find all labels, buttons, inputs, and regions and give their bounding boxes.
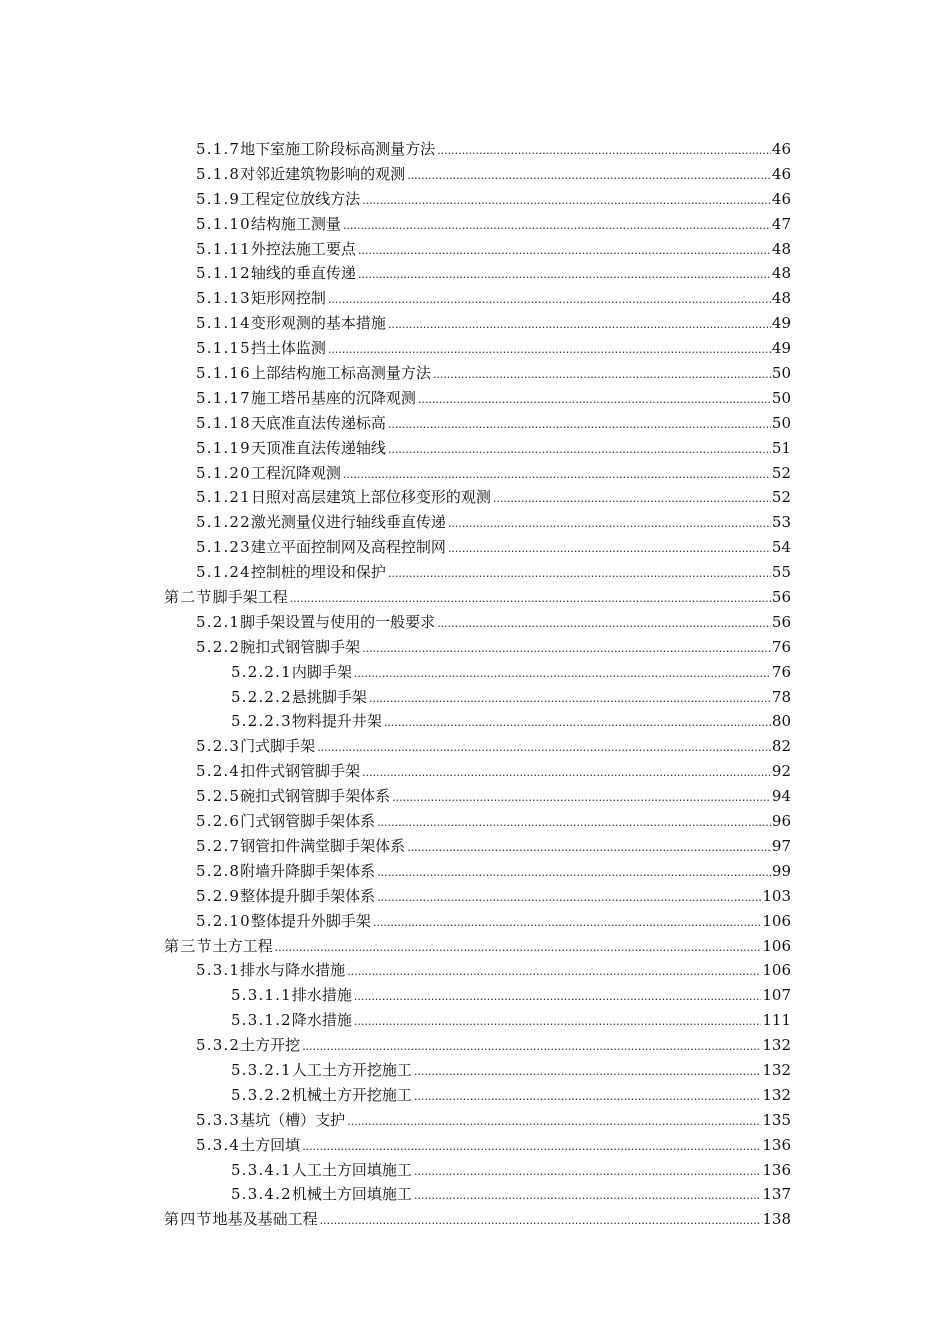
toc-dot-leader [317,736,771,761]
toc-dot-leader [493,487,771,512]
toc-entry-title: 整体提升脚手架体系 [240,886,376,905]
toc-dot-leader [373,911,761,936]
toc-entry[interactable] [0,436,950,461]
toc-dot-leader [347,960,761,985]
toc-entry[interactable] [0,1182,950,1207]
toc-dot-leader [354,1010,761,1035]
toc-entry-line [196,958,791,985]
toc-entry-page-number: 55 [771,563,791,582]
toc-entry-line [164,934,791,961]
toc-entry-number: 5.1.16 [196,364,251,383]
toc-entry[interactable] [0,884,950,909]
toc-entry-number: 5.1.12 [196,264,251,283]
toc-entry-line [196,187,791,214]
toc-entry-title: 工程沉降观测 [250,463,341,482]
toc-entry-page-number: 99 [771,861,791,880]
toc-entry-title: 结构施工测量 [250,214,341,233]
toc-entry[interactable] [0,162,950,187]
toc-entry-title: 排水与降水措施 [240,961,346,980]
table-of-contents [0,137,950,1232]
toc-entry-title: 机械土方开挖施工 [291,1085,412,1104]
toc-entry[interactable] [0,685,950,710]
toc-entry[interactable] [0,983,950,1008]
toc-entry-page-number: 48 [771,264,791,283]
toc-entry-line [196,311,791,338]
toc-entry-title: 内脚手架 [291,662,352,681]
toc-entry-page-number: 46 [771,189,791,208]
toc-entry-page-number: 76 [771,662,791,681]
toc-entry-line [196,510,791,537]
toc-entry-line [196,286,791,313]
toc-entry[interactable] [0,709,950,734]
toc-entry-title: 地基及基础工程 [212,1210,318,1229]
toc-entry[interactable] [0,137,950,162]
toc-dot-leader [377,811,771,836]
toc-dot-leader [407,836,771,861]
toc-dot-leader [290,587,771,612]
toc-entry-number: 5.3.1.2 [231,1011,292,1030]
toc-entry-title: 物料提升井架 [291,712,382,731]
toc-entry-number: 5.1.14 [196,314,251,333]
toc-entry-page-number: 94 [771,787,791,806]
toc-entry-page-number: 51 [771,438,791,457]
toc-dot-leader [388,313,771,338]
toc-entry[interactable] [0,834,950,859]
toc-dot-leader [302,1035,761,1060]
toc-entry-title: 整体提升外脚手架 [250,911,371,930]
toc-entry-number: 5.1.10 [196,214,251,233]
toc-entry-title: 上部结构施工标高测量方法 [250,364,431,383]
toc-dot-leader [392,786,771,811]
toc-entry-line [196,635,791,662]
toc-entry-title: 碗扣式钢管脚手架体系 [240,787,391,806]
toc-entry-line [196,610,791,637]
toc-entry-page-number: 92 [771,762,791,781]
toc-dot-leader [275,936,762,961]
toc-entry-title: 工程定位放线方法 [240,189,361,208]
toc-entry-number: 5.1.19 [196,438,251,457]
toc-entry-page-number: 52 [771,463,791,482]
toc-entry-number: 第三节 [164,936,213,955]
toc-entry-page-number: 135 [762,1110,791,1129]
toc-dot-leader [358,263,771,288]
toc-entry-line [196,734,791,761]
toc-dot-leader [414,1160,761,1185]
toc-entry-number: 5.1.18 [196,413,251,432]
toc-entry-number: 5.1.22 [196,513,251,532]
toc-entry-line [231,660,791,687]
toc-entry-title: 地下室施工阶段标高测量方法 [240,140,436,158]
toc-entry[interactable] [0,859,950,884]
toc-entry[interactable] [0,1158,950,1183]
toc-entry-line [196,436,791,463]
toc-dot-leader [418,388,771,413]
toc-entry-line [231,1058,791,1085]
toc-dot-leader [343,463,771,488]
toc-entry-line [231,983,791,1010]
toc-entry-page-number: 56 [771,588,791,607]
toc-dot-leader [343,214,771,239]
toc-entry-title: 变形观测的基本措施 [250,314,386,333]
toc-entry-line [196,386,791,413]
toc-entry-number: 5.2.2 [196,637,241,656]
toc-entry-title: 门式钢管脚手架体系 [240,812,376,831]
toc-entry-number: 5.2.9 [196,886,241,905]
toc-entry-number: 5.1.13 [196,289,251,308]
toc-dot-leader [358,239,771,264]
toc-entry[interactable] [0,386,950,411]
toc-entry[interactable] [0,635,950,660]
toc-entry-number: 5.1.15 [196,339,251,358]
toc-entry-number: 5.2.10 [196,911,251,930]
toc-entry-page-number: 48 [771,289,791,308]
toc-entry[interactable] [0,809,950,834]
toc-entry-line [231,1158,791,1185]
toc-entry-page-number: 54 [771,538,791,557]
toc-entry-page-number: 80 [771,712,791,731]
toc-entry-page-number: 53 [771,513,791,532]
toc-dot-leader [354,985,761,1010]
toc-dot-leader [328,338,771,363]
toc-entry-page-number: 111 [762,1011,791,1030]
toc-entry-line [231,709,791,736]
toc-entry-title: 挡土体监测 [250,339,326,358]
toc-entry-line [196,535,791,562]
toc-entry-line [196,361,791,388]
toc-entry-number: 5.2.2.2 [231,687,292,706]
toc-dot-leader [384,711,771,736]
toc-entry-page-number: 50 [771,364,791,383]
toc-entry-number: 第四节 [164,1210,213,1229]
toc-entry-line [196,834,791,861]
toc-entry-line [196,485,791,512]
toc-entry-number: 第二节 [164,588,213,607]
toc-entry-page-number: 107 [762,986,791,1005]
toc-dot-leader [448,512,771,537]
toc-dot-leader [414,1184,761,1209]
toc-entry-number: 5.1.24 [196,563,251,582]
toc-dot-leader [354,662,771,687]
toc-entry-title: 人工土方开挖施工 [291,1060,412,1079]
toc-entry-number: 5.2.7 [196,836,241,855]
toc-entry-title: 人工土方回填施工 [291,1160,412,1179]
toc-entry-title: 土方开挖 [240,1036,301,1055]
toc-entry-line [196,1108,791,1135]
toc-dot-leader [407,164,771,189]
toc-entry-title: 土方回填 [240,1135,301,1154]
toc-dot-leader [362,637,771,662]
toc-entry-page-number: 132 [762,1060,791,1079]
toc-dot-leader [388,562,771,587]
toc-entry-page-number: 96 [771,812,791,831]
toc-entry[interactable] [0,1058,950,1083]
toc-entry-title: 日照对高层建筑上部位移变形的观测 [250,488,491,507]
toc-entry-title: 扣件式钢管脚手架 [240,762,361,781]
toc-entry-page-number: 56 [771,612,791,631]
toc-entry-number: 5.3.4.1 [231,1160,292,1179]
toc-entry-page-number: 50 [771,388,791,407]
toc-entry-number: 5.2.8 [196,861,241,880]
toc-entry[interactable] [0,1207,950,1232]
toc-entry-page-number: 132 [762,1036,791,1055]
toc-dot-leader [433,363,771,388]
toc-entry[interactable] [0,759,950,784]
toc-entry-line [164,585,791,612]
toc-entry-number: 5.1.23 [196,538,251,557]
toc-entry-number: 5.3.4 [196,1135,241,1154]
toc-entry-title: 轴线的垂直传递 [250,264,356,283]
toc-entry-title: 脚手架工程 [212,588,288,607]
toc-entry-title: 外控法施工要点 [250,239,356,258]
toc-entry-number: 5.3.4.2 [231,1185,292,1204]
toc-entry[interactable] [0,187,950,212]
toc-dot-leader [328,288,771,313]
toc-dot-leader [448,537,771,562]
toc-entry-title: 控制桩的埋设和保护 [250,563,386,582]
toc-entry-number: 5.1.11 [196,239,251,258]
toc-entry-title: 天底准直法传递标高 [250,413,386,432]
toc-dot-leader [377,861,771,886]
toc-entry-title: 脚手架设置与使用的一般要求 [240,612,436,631]
toc-entry-number: 5.1.20 [196,463,251,482]
toc-entry-title: 排水措施 [291,986,352,1005]
toc-dot-leader [362,761,771,786]
toc-entry-title: 基坑（槽）支护 [240,1110,346,1129]
toc-entry-line [196,212,791,239]
toc-entry-line [196,461,791,488]
toc-entry[interactable] [0,1133,950,1158]
toc-entry[interactable] [0,784,950,809]
toc-entry[interactable] [0,909,950,934]
toc-entry-title: 门式脚手架 [240,737,316,756]
toc-entry-line [196,560,791,587]
toc-entry-number: 5.1.21 [196,488,251,507]
toc-entry-line [196,162,791,189]
toc-entry[interactable] [0,461,950,486]
toc-entry-page-number: 78 [771,687,791,706]
toc-entry[interactable] [0,237,950,262]
toc-entry[interactable] [0,585,950,610]
toc-entry-title: 激光测量仪进行轴线垂直传递 [250,513,446,532]
toc-entry-page-number: 46 [771,164,791,183]
toc-dot-leader [369,687,771,712]
toc-entry[interactable] [0,1033,950,1058]
toc-entry-page-number: 76 [771,637,791,656]
toc-entry-number: 5.3.2.2 [231,1085,292,1104]
toc-entry-line [231,1083,791,1110]
toc-entry-title: 天顶准直法传递轴线 [250,438,386,457]
toc-dot-leader [437,139,771,164]
toc-entry-page-number: 52 [771,488,791,507]
toc-entry-number: 5.2.3 [196,737,241,756]
toc-entry[interactable] [0,535,950,560]
toc-entry[interactable] [0,1083,950,1108]
toc-dot-leader [320,1209,762,1234]
toc-entry-title: 降水措施 [291,1011,352,1030]
toc-entry[interactable] [0,261,950,286]
toc-entry-page-number: 106 [762,936,791,955]
toc-entry-line [196,884,791,911]
toc-entry-number: 5.2.5 [196,787,241,806]
toc-entry-page-number: 138 [762,1210,791,1229]
toc-entry-line [196,909,791,936]
toc-entry-line [231,1008,791,1035]
toc-entry-number: 5.1.9 [196,189,241,208]
toc-entry-title: 建立平面控制网及高程控制网 [250,538,446,557]
toc-entry-page-number: 136 [762,1160,791,1179]
toc-entry-line [196,809,791,836]
toc-entry[interactable] [0,311,950,336]
toc-entry[interactable] [0,286,950,311]
toc-entry-title: 对邻近建筑物影响的观测 [240,164,406,183]
toc-dot-leader [362,189,771,214]
toc-entry-page-number: 103 [762,886,791,905]
toc-entry-page-number: 97 [771,836,791,855]
toc-dot-leader [388,438,771,463]
toc-entry-title: 附墙升降脚手架体系 [240,861,376,880]
toc-entry-line [196,784,791,811]
toc-entry-page-number: 132 [762,1085,791,1104]
toc-entry-title: 土方工程 [212,936,273,955]
toc-entry[interactable] [0,1008,950,1033]
toc-entry-number: 5.3.2 [196,1036,241,1055]
toc-entry[interactable] [0,510,950,535]
toc-entry-number: 5.2.4 [196,762,241,781]
toc-entry[interactable] [0,934,950,959]
toc-entry-number: 5.3.3 [196,1110,241,1129]
toc-entry[interactable] [0,411,950,436]
toc-entry-number: 5.1.17 [196,388,251,407]
toc-entry-number: 5.3.1.1 [231,986,292,1005]
toc-entry-number: 5.2.1 [196,612,241,631]
toc-entry-line [231,685,791,712]
toc-dot-leader [377,886,761,911]
toc-entry-page-number: 106 [762,911,791,930]
toc-entry[interactable] [0,212,950,237]
toc-entry-line [231,1182,791,1209]
toc-entry-title: 机械土方回填施工 [291,1185,412,1204]
toc-dot-leader [414,1060,761,1085]
toc-entry[interactable] [0,1108,950,1133]
toc-entry-page-number: 46 [771,140,791,158]
toc-entry-line [196,261,791,288]
toc-entry-number: 5.2.2.3 [231,712,292,731]
toc-entry-page-number: 136 [762,1135,791,1154]
toc-entry-line [196,237,791,264]
toc-dot-leader [437,612,771,637]
toc-entry-title: 施工塔吊基座的沉降观测 [250,388,416,407]
toc-entry-line [196,1033,791,1060]
toc-entry[interactable] [0,958,950,983]
toc-entry-title: 钢管扣件满堂脚手架体系 [240,836,406,855]
toc-entry-page-number: 106 [762,961,791,980]
toc-entry-number: 5.2.6 [196,812,241,831]
toc-entry-title: 矩形网控制 [250,289,326,308]
toc-dot-leader [414,1085,761,1110]
toc-entry-line [196,759,791,786]
toc-entry[interactable] [0,660,950,685]
toc-entry-page-number: 49 [771,314,791,333]
toc-entry-number: 5.3.1 [196,961,241,980]
toc-entry-line [164,1207,791,1234]
toc-entry[interactable] [0,610,950,635]
toc-entry[interactable] [0,361,950,386]
toc-entry-page-number: 137 [762,1185,791,1204]
toc-entry-page-number: 47 [771,214,791,233]
toc-entry-line [196,137,791,164]
toc-entry-page-number: 48 [771,239,791,258]
toc-entry-page-number: 49 [771,339,791,358]
toc-entry-page-number: 82 [771,737,791,756]
toc-dot-leader [347,1110,761,1135]
toc-dot-leader [302,1135,761,1160]
toc-entry-number: 5.2.2.1 [231,662,292,681]
toc-entry[interactable] [0,560,950,585]
toc-entry-number: 5.1.8 [196,164,241,183]
toc-entry-line [196,859,791,886]
toc-entry-title: 腕扣式钢管脚手架 [240,637,361,656]
toc-entry[interactable] [0,734,950,759]
toc-entry[interactable] [0,485,950,510]
toc-entry-page-number: 50 [771,413,791,432]
toc-entry[interactable] [0,336,950,361]
toc-entry-line [196,411,791,438]
toc-entry-title: 悬挑脚手架 [291,687,367,706]
toc-entry-number: 5.1.7 [196,140,241,158]
toc-entry-line [196,336,791,363]
toc-dot-leader [388,413,771,438]
toc-entry-number: 5.3.2.1 [231,1060,292,1079]
toc-entry-line [196,1133,791,1160]
